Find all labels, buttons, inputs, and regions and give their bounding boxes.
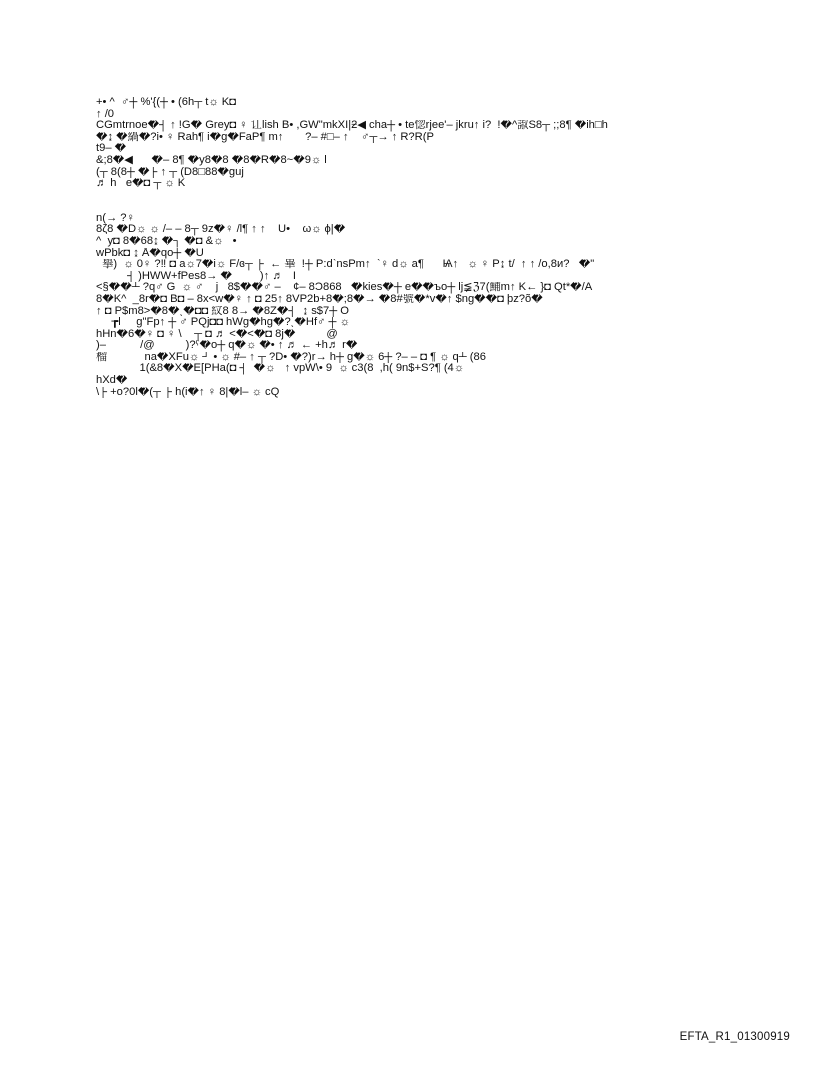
blank-line xyxy=(96,190,736,213)
text-line: ┤ )HWW+fPes8→ � )↑ ♬ Í xyxy=(96,270,296,282)
garbled-text-block xyxy=(96,97,736,398)
text-line: n(→ ?♀ xyxy=(96,212,135,224)
text-line: )– /@ )?ˤ�o┼ q�☼ �• ↑ ♬ ← +h♬ r� xyxy=(96,340,358,352)
text-line: 擧) ☼ 0♀ ?‼ ◘ a☼7�i☼ F/ɞ┬ ├ ← 畢 !┼ P:d`nsPm↑ `♀ d☼ a¶ Ѩ↑ ☼ ♀ P↨ t/ ↑ ↑ /o,8и? �" xyxy=(96,259,595,271)
text-line: ♬ h e�◘ ┬ ☼ K xyxy=(96,178,186,190)
text-line: wPbk◘ ↨ Å�qo┼ �U xyxy=(96,247,204,259)
text-line: hHn�6�♀ ◘ ♀ \ ┬ ◘ ♬ <�<�◘ 8j� @ xyxy=(96,328,338,340)
text-line: ↑ /0 xyxy=(96,108,115,120)
text-line: &;8�◀ �– 8¶ �y8�8 �8�R�8~�9☼ l xyxy=(96,154,327,166)
text-line: �↨ �緺�?i• ♀ Rah¶ i�g�FaP¶ m↑ ?– #□– ↑ ♂┬→ ↑ R?R(P xyxy=(96,131,434,143)
text-line: ┲l g"Fp↑ ┼ ♂ PQj◘◘ hWg�hg�?ˎ�Hf♂ ┼ ☼ xyxy=(96,317,350,329)
text-line: +• ^ ♂┼ %'{(┼ • (6h┬ t☼ K◘ xyxy=(96,97,236,108)
text-line: ^ y◘ 8�68↨ �┐ �◘ &☼ • xyxy=(96,235,237,247)
text-line: hXd� xyxy=(96,375,128,387)
text-line: 8�K^ _8r�◘ B◘ – 8x<w�♀ ↑ ◘ 25↑ 8VP2b+8�;8�→ �8#號�*v�↑ $ng��◘ þz?ȭ� xyxy=(96,293,543,305)
text-line: 8ζ8 �D☼ ☼ /– – 8┬ 9z�♀ /l¶ ↑ ↑ U• ω☼ ϕ|� xyxy=(96,224,346,236)
text-line: \├ +o?0l�(┬ ├ h(i�↑ ♀ 8|�l– ☼ cQ xyxy=(96,386,280,398)
text-line: 榴 na�XFu☼ ┘ • ☼ #– ↑ ┬ ?D• �?)r→ h┼ g�☼ 6┼ ?– – ◘ ¶ ☼ q┴ (86 xyxy=(96,351,486,363)
text-line: (┬ 8(8┼ �├ ↑ ┬ (D8□88�guj xyxy=(96,166,244,178)
text-line: CGmtr̈noe�┤ ↑ !G� Grey◘ ♀ 讧lish B• ,GW"mkXI|ƻ◀ cha┼ • te惚rjee'– jkru↑ i? !�^諔Ś8┬ ;;8¶ �ih□h xyxy=(96,120,608,132)
document-id-footer: EFTA_R1_01300919 xyxy=(679,1031,790,1043)
text-line: <§��┴ ?q♂ G ☼ ♂ j 8$��♂ – ¢– 8Ͻ868 �kies�┼ e��ъo┼ lj≨ℨ7(鯆m↑ K← }◘ Qt*�/A xyxy=(96,282,593,294)
text-line: ↑ ◘ P$m8>�8�ˎ�◘◘ 紋8 8→ �8Z�┤ ↨ s$7┼ O xyxy=(96,305,349,317)
text-line: t9– � xyxy=(96,143,127,155)
text-line: 1(&8�X�E[PHa(◘ ┤ �☼ ↑ vpW\• 9 ☼ c3(8 ,h( 9n$+S?¶ (4☼ xyxy=(96,363,465,375)
